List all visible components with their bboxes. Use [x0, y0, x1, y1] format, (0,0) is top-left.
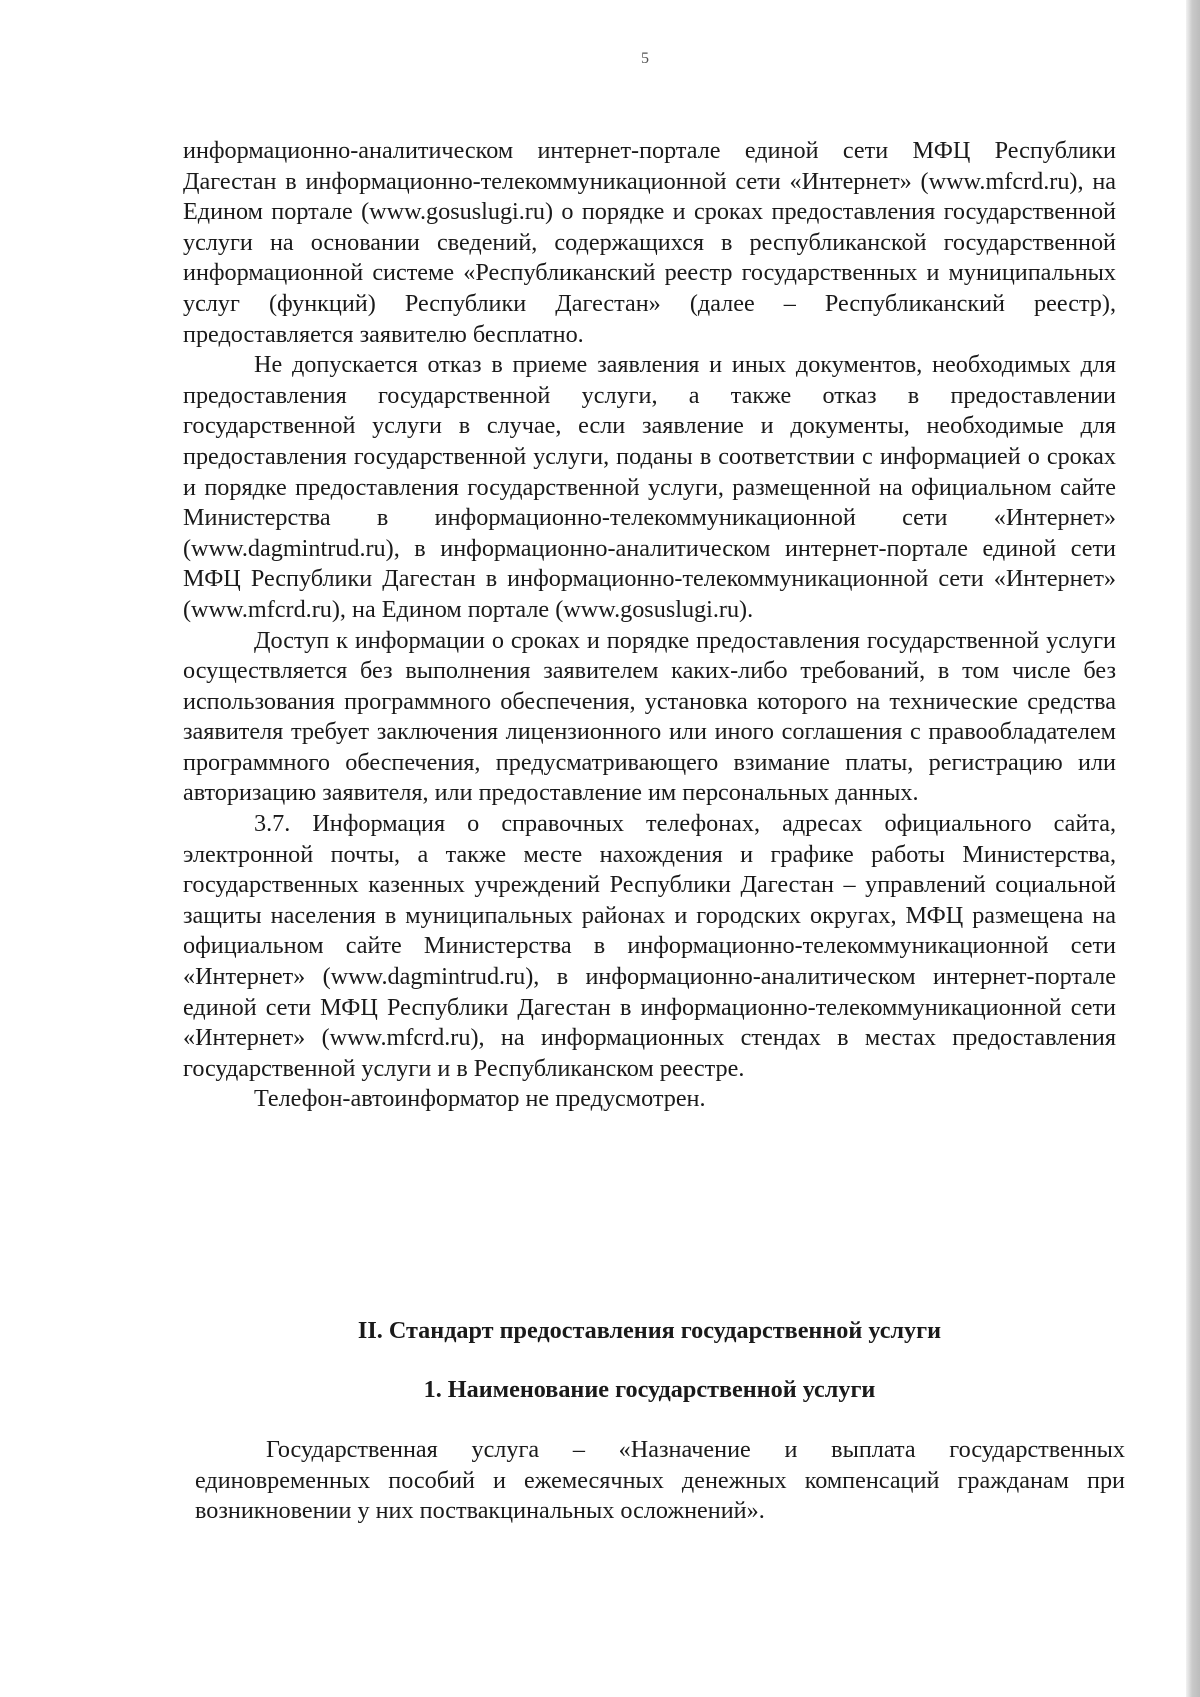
page-number: 5 [641, 50, 649, 67]
body-text [183, 136, 1116, 1115]
service-name-block [195, 1435, 1125, 1527]
paragraph-reference-phones: 3.7. Информация о справочных телефонах, адресах официального сайта, электронной почты, а также месте нахождения и графике работы Министерства, государственных казенных учреждений Республики Дагестан – управлений социальной защиты населения в муниципальных районах и городских округах, МФЦ размещена на официальном сайте Министерства в информационно-телекоммуникационной сети «Интернет» (www.dagmintrud.ru), в информационно-аналитическом интернет-портале единой сети МФЦ Республики Дагестан в информационно-телекоммуникационной сети «Интернет» (www.mfcrd.ru), на информационных стендах в местах предоставления государственной услуги и в Республиканском реестре. [183, 810, 1116, 1082]
paragraph-mfc-portal-info: информационно-аналитическом интернет-портале единой сети МФЦ Республики Дагестан в информационно-телекоммуникационной сети «Интернет» (www.mfcrd.ru), на Едином портале (www.gosuslugi.ru) о порядке и сроках предоставления государственной услуги на основании сведений, содержащихся в республиканской государственной информационной системе «Республиканский реестр государственных и муниципальных услуг (функций) Республики Дагестан» (далее – Республиканский реестр), предоставляется заявителю бесплатно. [183, 137, 1116, 348]
section-heading: II. Стандарт предоставления государственной услуги [357, 1317, 942, 1344]
scan-shadow-edge [1186, 0, 1200, 1697]
paragraph-autoinformer: Телефон-автоинформатор не предусмотрен. [254, 1085, 706, 1113]
paragraph-refusal-not-allowed: Не допускается отказ в приеме заявления и иных документов, необходимых для предоставления государственной услуги, а также отказ в предоставлении государственной услуги в случае, если заявление и документы, необходимые для предоставления государственной услуги, поданы в соответствии с информацией о сроках и порядке предоставления государственной услуги, размещенной на официальном сайте Министерства в информационно-телекоммуникационной сети «Интернет» (www.dagmintrud.ru), в информационно-аналитическом интернет-портале единой сети МФЦ Республики Дагестан в информационно-телекоммуникационной сети «Интернет» (www.mfcrd.ru), на Едином портале (www.gosuslugi.ru). [183, 351, 1116, 623]
subsection-heading: 1. Наименование государственной услуги [423, 1376, 876, 1403]
paragraph-access-to-information: Доступ к информации о сроках и порядке предоставления государственной услуги осуществляется без выполнения заявителем каких-либо требований, в том числе без использования программного обеспечения, установка которого на технические средства заявителя требует заключения лицензионного или иного соглашения с правообладателем программного обеспечения, предусматривающего взимание платы, регистрацию или авторизацию заявителя, или предоставление им персональных данных. [183, 626, 1116, 807]
paragraph-service-name: Государственная услуга – «Назначение и выплата государственных единовременных пособий и ежемесячных денежных компенсаций гражданам при возникновении у них поствакцинальных осложнений». [195, 1436, 1125, 1525]
